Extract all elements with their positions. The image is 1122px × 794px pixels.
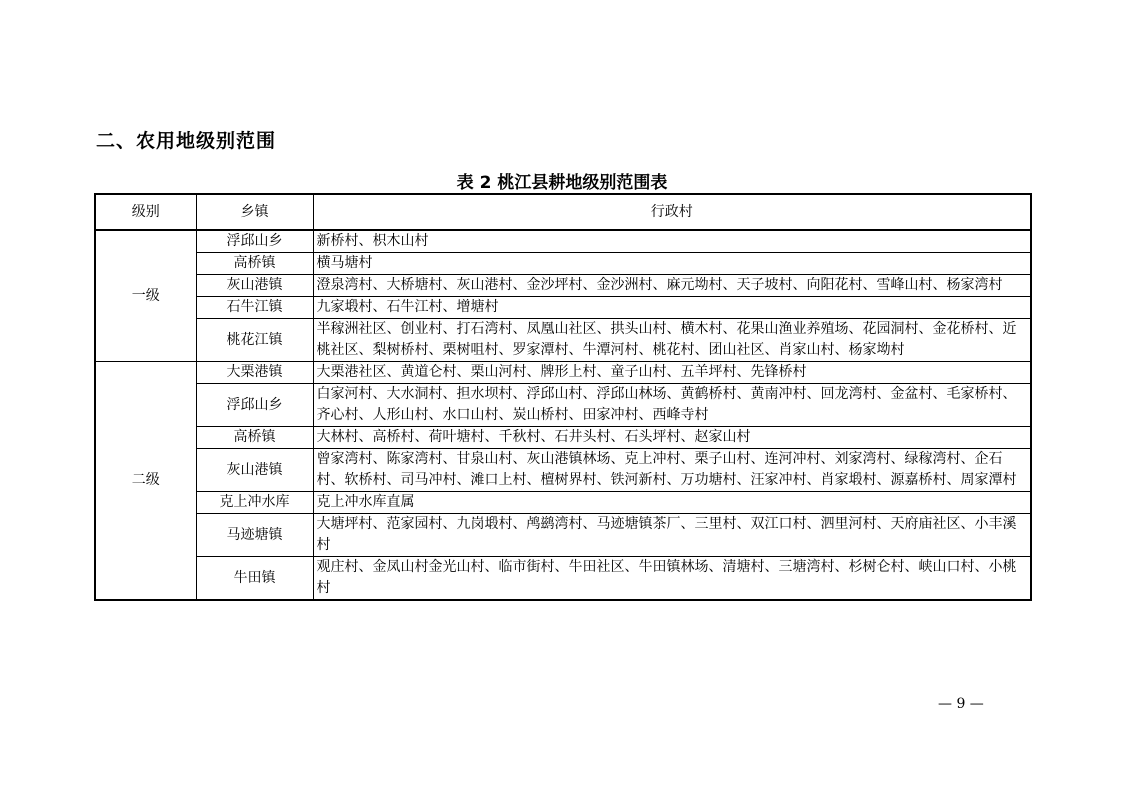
villages-cell: 大栗港社区、黄道仑村、栗山河村、牌形上村、童子山村、五羊坪村、先锋桥村 [313, 362, 1031, 384]
table-row [95, 230, 1031, 253]
section-title: 二、农用地级别范围 [96, 130, 277, 152]
villages-cell: 大林村、高桥村、荷叶塘村、千秋村、石井头村、石头坪村、赵家山村 [313, 427, 1031, 449]
table-row [95, 557, 1031, 601]
table-caption: 表 2 桃江县耕地级别范围表 [456, 173, 668, 193]
town-cell: 高桥镇 [196, 253, 313, 275]
page-number: — 9 — [938, 696, 984, 712]
villages-cell: 新桥村、枳木山村 [313, 230, 1031, 253]
level-cell: 二级 [95, 362, 196, 601]
town-cell: 浮邱山乡 [196, 230, 313, 253]
villages-cell: 半稼洲社区、创业村、打石湾村、凤凰山社区、拱头山村、横木村、花果山渔业养殖场、花园洞村、金花桥村、近桃社区、梨树桥村、栗树咀村、罗家潭村、牛潭河村、桃花村、团山社区、肖家山村、杨家坳村 [313, 319, 1031, 362]
table-row [95, 319, 1031, 362]
villages-cell: 澄泉湾村、大桥塘村、灰山港村、金沙坪村、金沙洲村、麻元坳村、天子坡村、向阳花村、雪峰山村、杨家湾村 [313, 275, 1031, 297]
villages-cell: 曾家湾村、陈家湾村、甘泉山村、灰山港镇林场、克上冲村、栗子山村、连河冲村、刘家湾村、绿稼湾村、企石村、软桥村、司马冲村、滩口上村、檀树界村、铁河新村、万功塘村、汪家冲村、肖家塅村、源嘉桥村、周家潭村 [313, 449, 1031, 492]
table-row [95, 492, 1031, 514]
town-cell: 石牛江镇 [196, 297, 313, 319]
table-row [95, 514, 1031, 557]
town-cell: 克上冲水库 [196, 492, 313, 514]
villages-cell: 克上冲水库直属 [313, 492, 1031, 514]
header-villages: 行政村 [313, 194, 1031, 230]
town-cell: 马迹塘镇 [196, 514, 313, 557]
town-cell: 大栗港镇 [196, 362, 313, 384]
header-town: 乡镇 [196, 194, 313, 230]
town-cell: 灰山港镇 [196, 449, 313, 492]
table-row [95, 275, 1031, 297]
table-row [95, 449, 1031, 492]
town-cell: 高桥镇 [196, 427, 313, 449]
table-row [95, 427, 1031, 449]
table-row [95, 362, 1031, 384]
town-cell: 桃花江镇 [196, 319, 313, 362]
level-cell: 一级 [95, 230, 196, 362]
land-level-table [94, 193, 1032, 601]
table-header-row [95, 194, 1031, 230]
villages-cell: 横马塘村 [313, 253, 1031, 275]
town-cell: 灰山港镇 [196, 275, 313, 297]
header-level: 级别 [95, 194, 196, 230]
villages-cell: 大塘坪村、范家园村、九岗塅村、鸬鹚湾村、马迹塘镇茶厂、三里村、双江口村、泗里河村、天府庙社区、小丰溪村 [313, 514, 1031, 557]
villages-cell: 观庄村、金凤山村金光山村、临市街村、牛田社区、牛田镇林场、清塘村、三塘湾村、杉树仑村、峡山口村、小桃村 [313, 557, 1031, 601]
table-row [95, 297, 1031, 319]
villages-cell: 九家塅村、石牛江村、增塘村 [313, 297, 1031, 319]
table-row [95, 253, 1031, 275]
table-row [95, 384, 1031, 427]
town-cell: 牛田镇 [196, 557, 313, 601]
town-cell: 浮邱山乡 [196, 384, 313, 427]
villages-cell: 白家河村、大水洞村、担水坝村、浮邱山村、浮邱山林场、黄鹤桥村、黄南冲村、回龙湾村、金盆村、毛家桥村、齐心村、人形山村、水口山村、炭山桥村、田家冲村、西峰寺村 [313, 384, 1031, 427]
